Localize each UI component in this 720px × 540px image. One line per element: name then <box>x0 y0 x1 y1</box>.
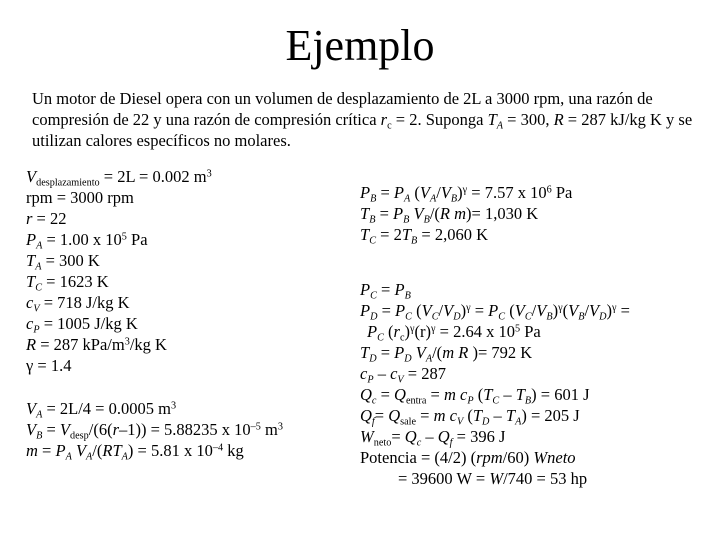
wneto-line: $W_{neto}= Q_c - Q_f = 396$ J <box>360 427 506 449</box>
tc-line: $T_C = 1623$ K <box>26 272 109 294</box>
va-line: $V_A = 2L/4 = 0.0005$ $m^3$ <box>26 399 177 421</box>
pc-line: $P_C = P_B$ <box>360 280 411 302</box>
rpm-line: rpm = 3000 rpm <box>26 188 134 207</box>
problem-text-4: = 287 kJ/kg K y se utilizan calores específicos no molares. <box>32 110 693 150</box>
power-line: Potencia = (4/2) (rpm/60) Wneto <box>360 448 576 467</box>
rc-symbol: r <box>380 110 388 129</box>
problem-statement <box>32 88 697 151</box>
td-line: $T_D = P_D$ $V_A/(m$ R )= 792 K <box>360 343 533 365</box>
pd-result-line: $P_C$ $(r_c)^\gamma(r)^\gamma = 2.64$ x $10^5$ Pa <box>367 322 541 344</box>
power-result-line: = 39600 W = W/740 = 53 hp <box>398 469 588 488</box>
compression-ratio-line: r = 22 <box>26 209 67 228</box>
qc-line: $Q_c = Q_{entra} = m$ $c_P$ $(T_C - T_B) = 601$ J <box>360 385 590 407</box>
pb-line: $P_B = P_A$ $(V_A/V_B)^\gamma = 7.57$ x $10^6$ Pa <box>360 183 573 205</box>
problem-text-1: Un motor de Diesel opera con un volumen de desplazamiento de 2L a 3000 rpm, una razón de compresión de 22 y una razón de compresión crítica <box>32 89 653 129</box>
mass-line: $m = P_A$ $V_A/(RT_A) = 5.81$ x $10^{-4}$ kg <box>26 441 244 463</box>
displacement-volume-line: $V_{desplazamiento} = 2L = 0.002$ $m^3$ <box>26 167 212 189</box>
r-constant-line: R = 287 kPa/$m^3/kg$ K <box>26 335 167 354</box>
pd-line: $P_D = P_C$ $(V_C/V_D)^\gamma = P_C$ $(V_C/V_B)^\gamma(V_B/V_D)^\gamma$ = <box>360 301 630 323</box>
ta-subscript: A <box>496 120 504 132</box>
problem-text-2: = 2. Suponga <box>391 110 488 129</box>
gamma-line: γ = 1.4 <box>26 356 72 375</box>
slide-title: Ejemplo <box>285 21 435 70</box>
tb-line: $T_B = P_B$ $V_B/(R$ m)= 1,030 K <box>360 204 539 226</box>
cp-cv-line: $c_P - c_V = 287$ <box>360 364 446 386</box>
pa-line: $P_A = 1.00$ x $10^5$ Pa <box>26 230 148 252</box>
problem-text-3: = 300, <box>503 110 554 129</box>
vb-line: $V_B = V_{desp}/(6(r-1)) = 5.88235$ x $10^{-5}$ $m^3$ <box>26 420 283 442</box>
r-symbol: R <box>553 110 564 129</box>
cv-line: $c_V = 718$ J/kg K <box>26 293 130 315</box>
ta-line: $T_A = 300$ K <box>26 251 100 273</box>
qf-line: $Q_f= Q_{sale} = m$ $c_V$ $(T_D - T_A) = 205$ J <box>360 406 580 428</box>
calculations-column <box>360 182 710 489</box>
rc-subscript: c <box>387 120 392 132</box>
ta-symbol: T <box>487 110 497 129</box>
tc-calc-line: $T_C = 2T_B = 2,060$ K <box>360 225 488 247</box>
cp-line: $c_P = 1005$ J/kg K <box>26 314 138 336</box>
given-data-column <box>26 166 356 461</box>
